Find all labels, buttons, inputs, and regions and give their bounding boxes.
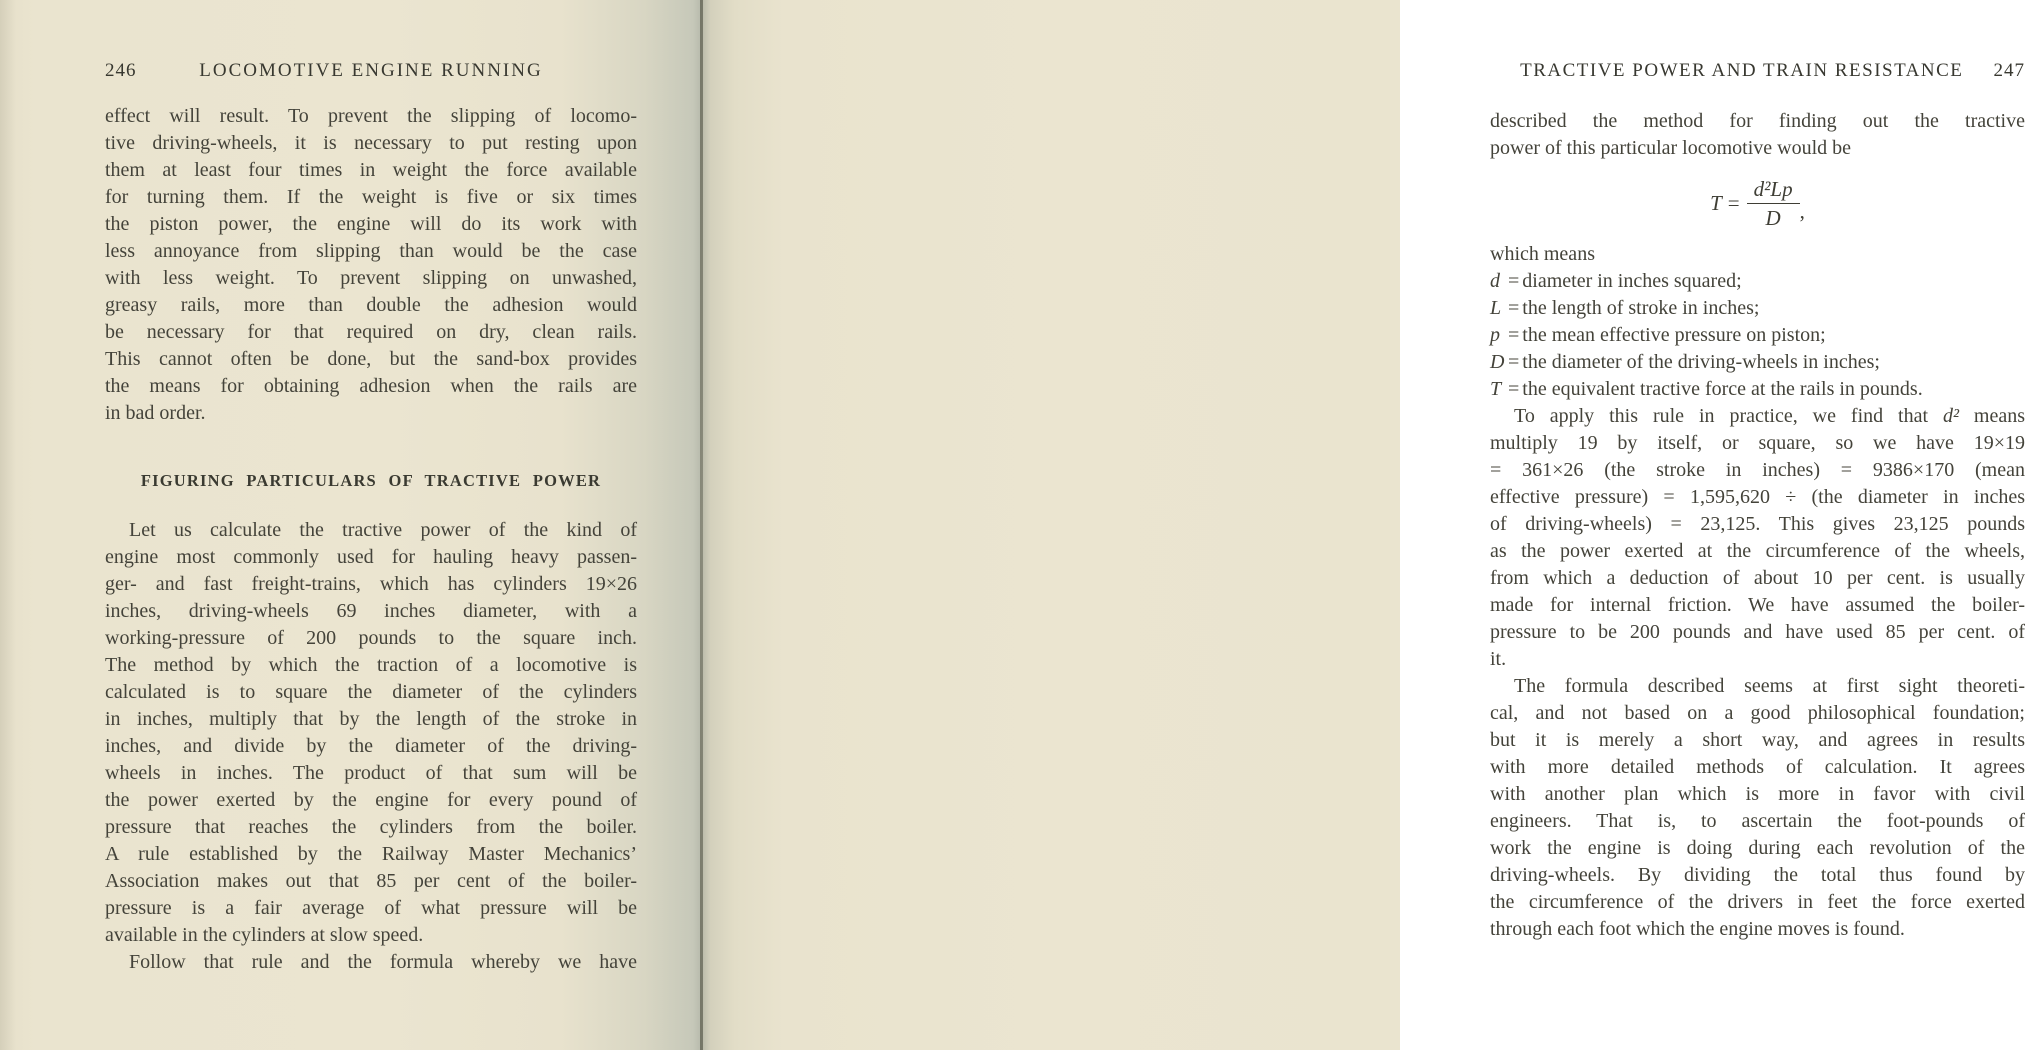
section-heading: FIGURING PARTICULARS OF TRACTIVE POWER <box>140 471 602 490</box>
text-line: calculated is to square the diameter of the cylinders <box>105 681 637 703</box>
text-line: cal, and not based on a good philosophical foundation; <box>1490 702 2025 724</box>
running-title-right: TRACTIVE POWER AND TRAIN RESISTANCE <box>1520 60 1964 81</box>
text-line: be necessary for that required on dry, clean rails. <box>105 321 637 343</box>
equals-sign: = <box>1508 324 1520 346</box>
text-line: with another plan which is more in favor with civil <box>1490 783 2025 805</box>
symbol-definition-line <box>1490 322 2025 349</box>
text-line: driving-wheels. By dividing the total thus found by <box>1490 864 2025 886</box>
text-line: less annoyance from slipping than would be the case <box>105 240 637 262</box>
text-line: A rule established by the Railway Master Mechanics’ <box>105 843 637 865</box>
paragraph <box>1490 241 2025 268</box>
text-line: through each foot which the engine moves is found. <box>1490 918 1905 940</box>
text-line: engine most commonly used for hauling heavy passen- <box>105 546 637 568</box>
page-number-left: 246 <box>105 60 137 81</box>
text-line: pressure to be 200 pounds and have used 85 per cent. of <box>1490 621 2025 643</box>
page-right-header <box>1490 60 2025 84</box>
text-line: of driving-wheels) = 23,125. This gives 23,125 pounds <box>1490 513 2025 535</box>
text-line: with less weight. To prevent slipping on unwashed, <box>105 267 637 289</box>
text-line: in inches, multiply that by the length of the stroke in <box>105 708 637 730</box>
text-line: pressure that reaches the cylinders from the boiler. <box>105 816 637 838</box>
paragraph <box>105 103 637 427</box>
text-line: Association makes out that 85 per cent of the boiler- <box>105 870 637 892</box>
text-line: inches, driving-wheels 69 inches diameter, with a <box>105 600 637 622</box>
symbol: d <box>1490 270 1500 292</box>
book-gutter <box>700 0 703 1050</box>
text-line: the means for obtaining adhesion when the rails are <box>105 375 637 397</box>
text-line: wheels in inches. The product of that sum will be <box>105 762 637 784</box>
symbol-definition-line <box>1490 349 2025 376</box>
text-line: = 361×26 (the stroke in inches) = 9386×170 (mean <box>1490 459 2025 481</box>
text-line: effective pressure) = 1,595,620 ÷ (the diameter in inches <box>1490 486 2025 508</box>
text-line: in bad order. <box>105 402 206 424</box>
text-line: engineers. That is, to ascertain the foot-pounds of <box>1490 810 2025 832</box>
paragraph <box>105 949 637 976</box>
text-line: but it is merely a short way, and agrees in results <box>1490 729 2025 751</box>
paragraph <box>1490 403 2025 673</box>
text-line: which means <box>1490 243 1595 265</box>
equals-sign: = <box>1508 378 1520 400</box>
text-line: ger- and fast freight-trains, which has cylinders 19×26 <box>105 573 637 595</box>
text-line: for turning them. If the weight is five or six times <box>105 186 637 208</box>
running-title-left: LOCOMOTIVE ENGINE RUNNING <box>199 60 543 81</box>
formula-suffix: , <box>1799 199 1805 223</box>
definition-text: the length of stroke in inches; <box>1522 297 1760 319</box>
symbol-definition-line <box>1490 376 2025 403</box>
text-line: inches, and divide by the diameter of the driving- <box>105 735 637 757</box>
text-line: it. <box>1490 648 1507 670</box>
text-line: the circumference of the drivers in feet the force exerted <box>1490 891 2025 913</box>
definition-text: the equivalent tractive force at the rails in pounds. <box>1522 378 1923 400</box>
equals-sign: = <box>1508 270 1520 292</box>
symbol: T <box>1490 378 1502 400</box>
text-line: This cannot often be done, but the sand-box provides <box>105 348 637 370</box>
symbol: p <box>1490 324 1500 346</box>
text-line: multiply 19 by itself, or square, so we have 19×19 <box>1490 432 2025 454</box>
text-line: tive driving-wheels, it is necessary to put resting upon <box>105 132 637 154</box>
paragraph <box>1490 108 2025 162</box>
formula-lhs: T = <box>1710 191 1740 215</box>
text-line: greasy rails, more than double the adhesion would <box>105 294 637 316</box>
text-line: work the engine is doing during each revolution of the <box>1490 837 2025 859</box>
page-left <box>0 0 700 1050</box>
page-number-right: 247 <box>1993 60 2025 81</box>
symbol-definitions <box>1490 268 2025 403</box>
text-line: as the power exerted at the circumference of the wheels, <box>1490 540 2025 562</box>
text-line: Let us calculate the tractive power of the kind of <box>129 519 637 541</box>
text-line: The formula described seems at first sight theoreti- <box>1514 675 2025 697</box>
text-line: from which a deduction of about 10 per cent. is usually <box>1490 567 2025 589</box>
symbol-definition-line <box>1490 295 2025 322</box>
definition-text: the mean effective pressure on piston; <box>1522 324 1826 346</box>
page-right-body <box>1490 108 2025 943</box>
text-line: with more detailed methods of calculation. It agrees <box>1490 756 2025 778</box>
formula-denominator: D <box>1765 206 1781 230</box>
text-line: available in the cylinders at slow speed. <box>105 924 424 946</box>
page-left-body <box>105 103 637 976</box>
paragraph <box>105 517 637 949</box>
definition-text: the diameter of the driving-wheels in inches; <box>1522 351 1880 373</box>
text-line: described the method for finding out the tractive <box>1490 110 2025 132</box>
page-edge-shadow <box>0 0 16 1050</box>
text-line: pressure is a fair average of what pressure will be <box>105 897 637 919</box>
text-line: the power exerted by the engine for every pound of <box>105 789 637 811</box>
text-line: working-pressure of 200 pounds to the square inch. <box>105 627 637 649</box>
symbol-definition-line <box>1490 268 2025 295</box>
text-line: To apply this rule in practice, we find that d² means <box>1514 405 2025 427</box>
equals-sign: = <box>1508 351 1520 373</box>
text-line: power of this particular locomotive would be <box>1490 137 1852 159</box>
formula-numerator: d²Lp <box>1747 176 1800 204</box>
text-line: The method by which the traction of a locomotive is <box>105 654 637 676</box>
tractive-power-formula <box>1490 176 2025 231</box>
text-line: the piston power, the engine will do its work with <box>105 213 637 235</box>
text-line: made for internal friction. We have assumed the boiler- <box>1490 594 2025 616</box>
definition-text: diameter in inches squared; <box>1522 270 1742 292</box>
formula-equals: = <box>1727 191 1740 215</box>
text-line: Follow that rule and the formula whereby we have <box>129 951 637 973</box>
symbol: L <box>1490 297 1502 319</box>
text-line: them at least four times in weight the force available <box>105 159 637 181</box>
page-left-header <box>105 60 637 84</box>
formula-fraction <box>1747 176 1800 231</box>
text-line: effect will result. To prevent the slipping of locomo- <box>105 105 637 127</box>
paragraph <box>1490 673 2025 943</box>
equals-sign: = <box>1508 297 1520 319</box>
symbol: D <box>1490 351 1505 373</box>
page-right <box>700 0 2025 1050</box>
